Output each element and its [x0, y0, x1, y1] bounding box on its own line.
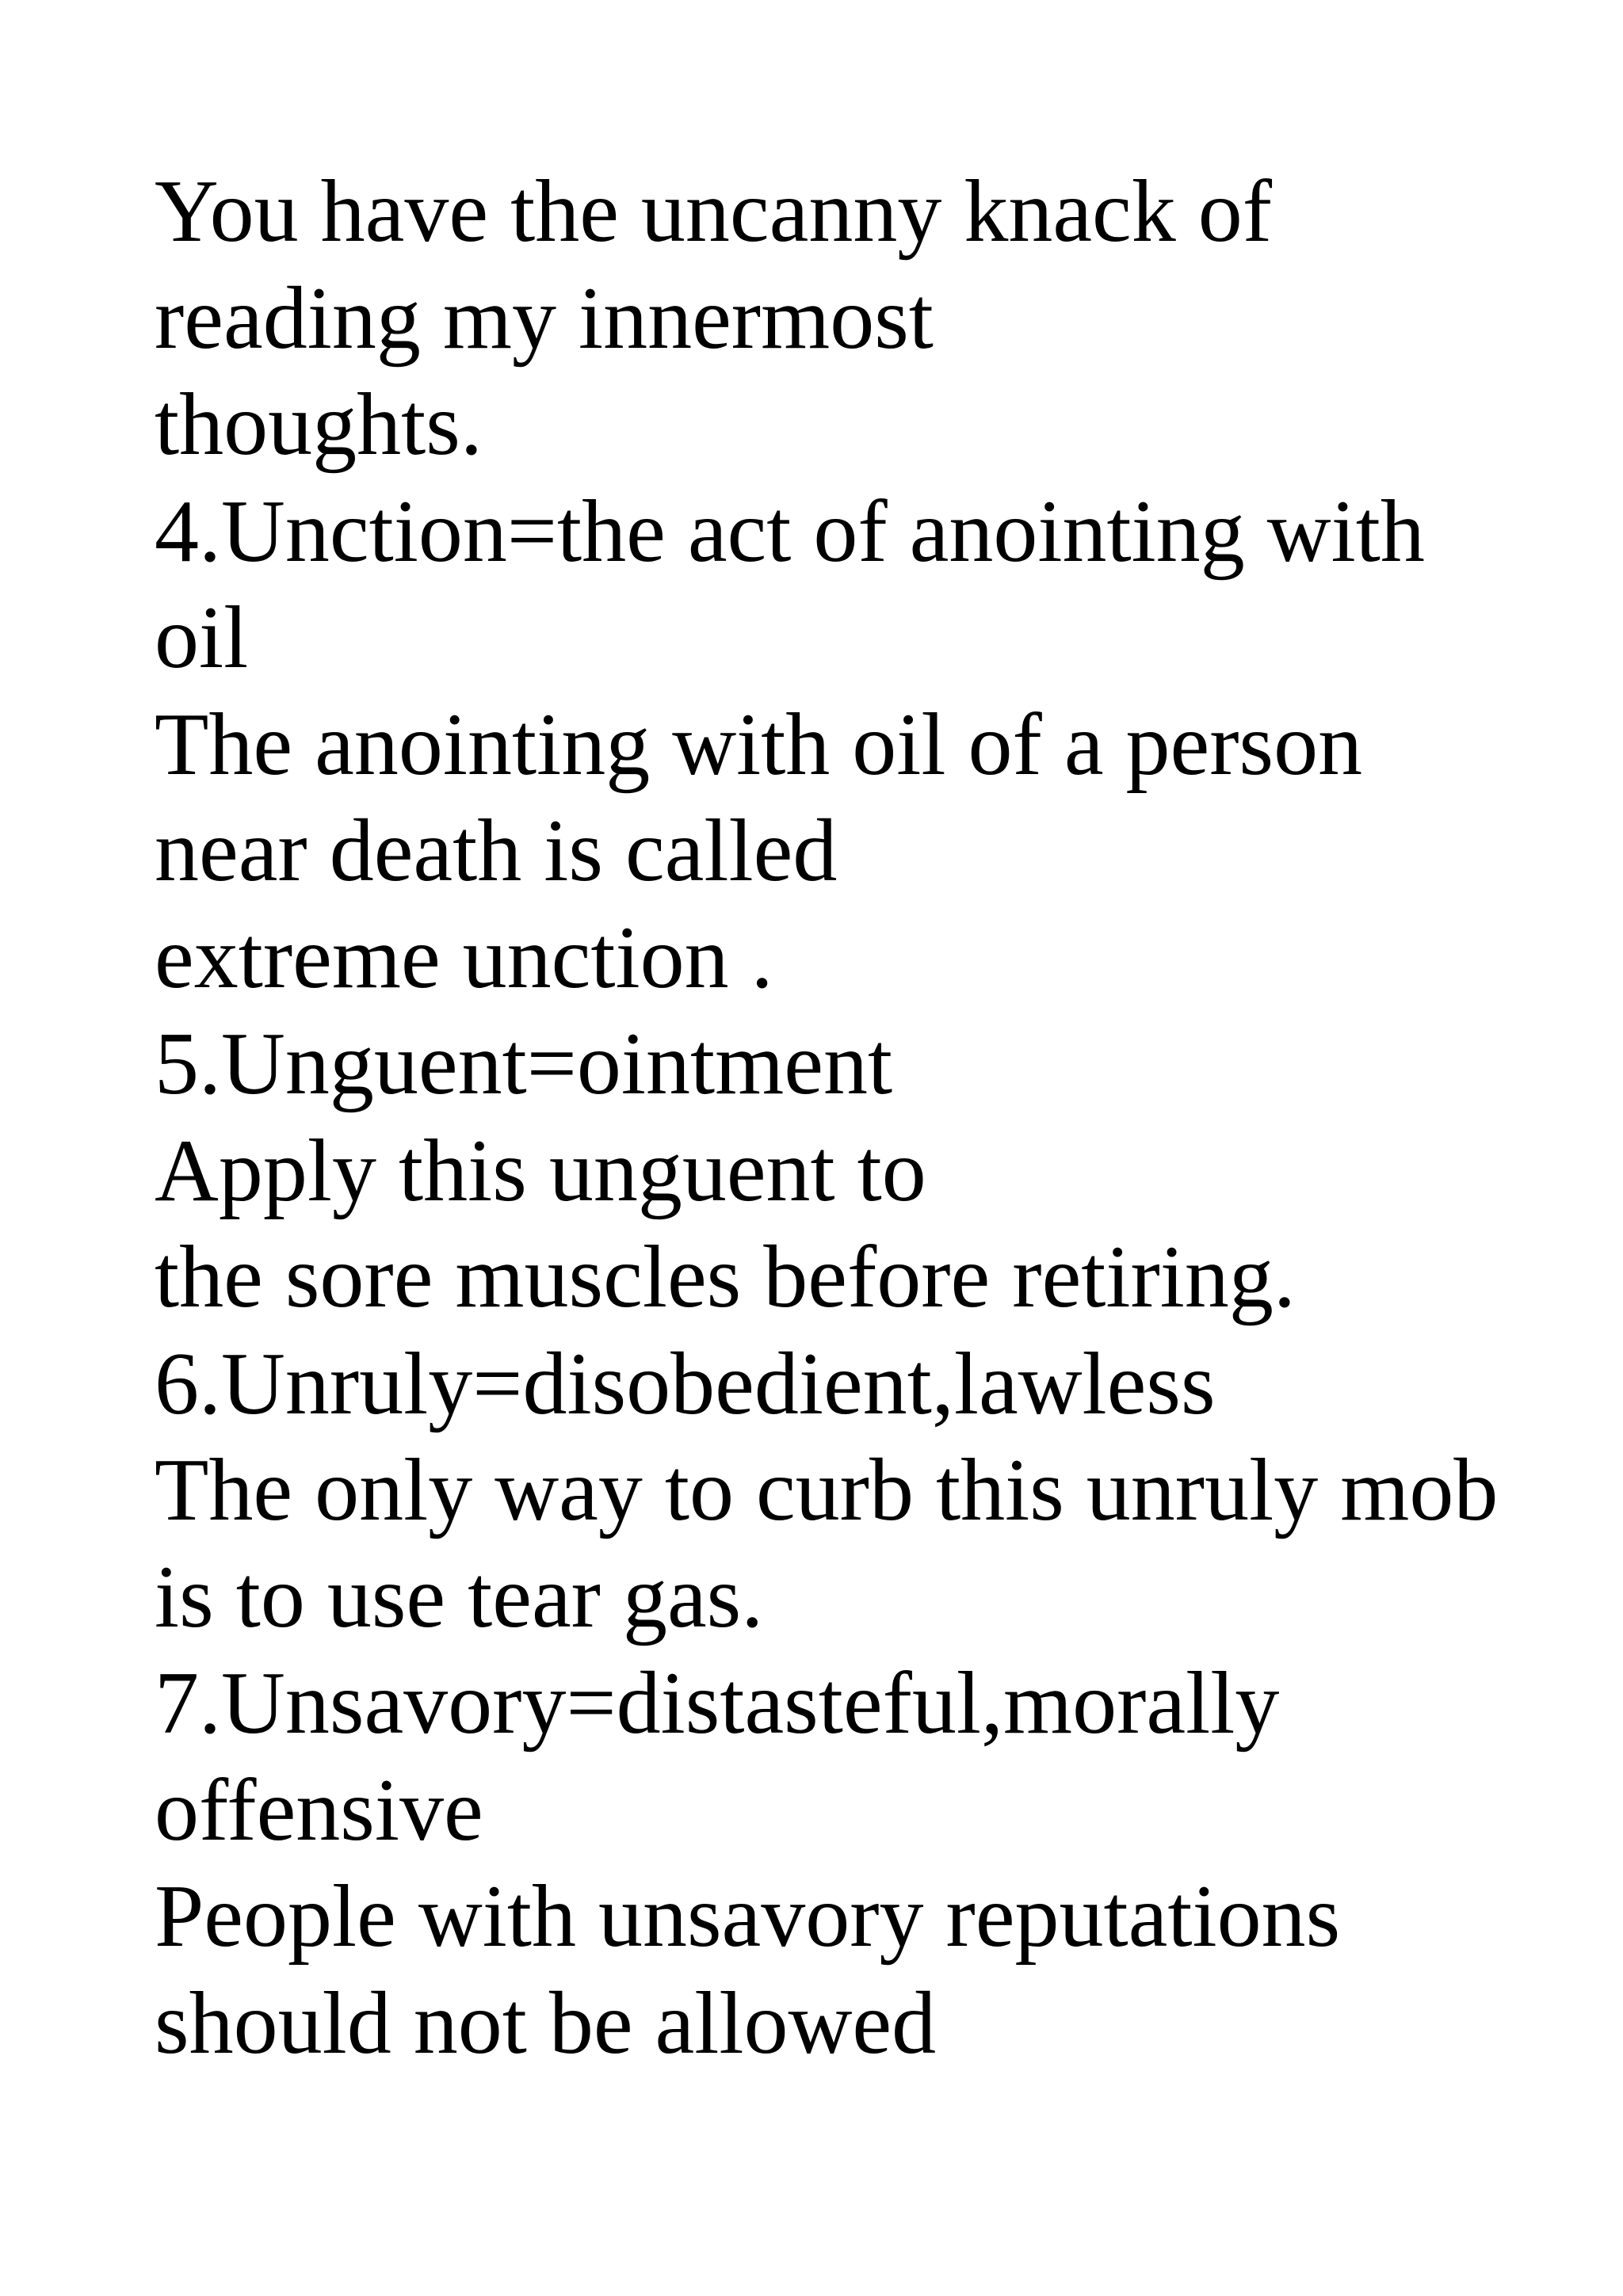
text-line: reading my innermost: [155, 269, 934, 368]
text-line: You have the uncanny knack of: [155, 162, 1273, 261]
text-line: The anointing with oil of a person: [155, 695, 1363, 794]
text-line: Apply this unguent to: [155, 1121, 926, 1220]
text-line: the sore muscles before retiring.: [155, 1228, 1296, 1326]
text-line: near death is called: [155, 802, 838, 900]
text-line: People with unsavory reputations: [155, 1867, 1341, 1966]
text-line: should not be allowed: [155, 1974, 937, 2073]
text-line: 6.Unruly=disobedient,lawless: [155, 1334, 1216, 1433]
text-line: 4.Unction=the act of anointing with: [155, 482, 1425, 581]
text-line: The only way to curb this unruly mob: [155, 1441, 1499, 1539]
text-line: thoughts.: [155, 376, 483, 474]
text-line: is to use tear gas.: [155, 1547, 764, 1646]
text-line: extreme unction .: [155, 908, 773, 1007]
text-line: oil: [155, 589, 249, 687]
text-line: 7.Unsavory=distasteful,morally: [155, 1654, 1280, 1753]
document-body: [155, 158, 1581, 2077]
text-line: offensive: [155, 1760, 483, 1859]
text-line: 5.Unguent=ointment: [155, 1015, 893, 1113]
